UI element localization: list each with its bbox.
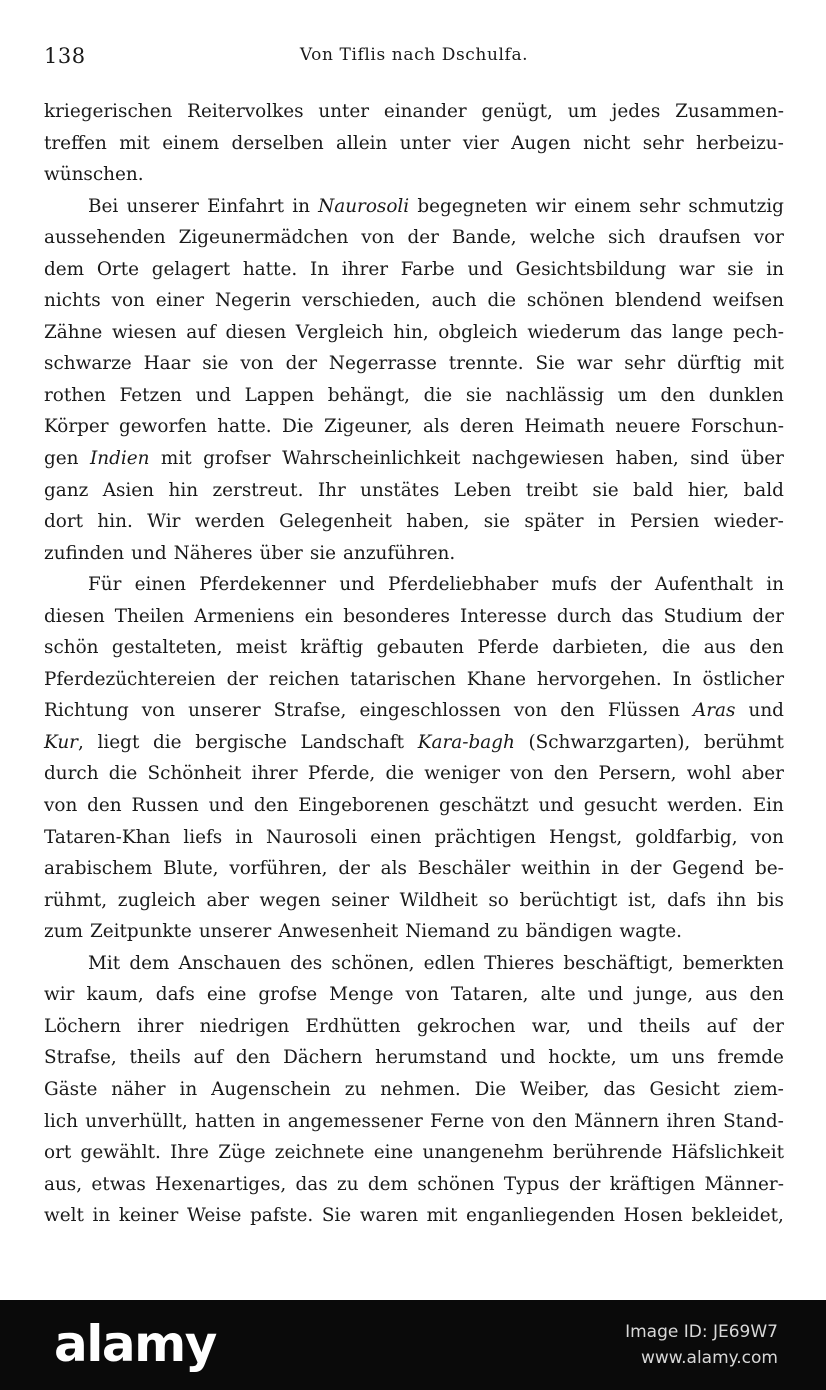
text-line: Pferdezüchtereien der reichen tatarischen Khane hervorgehen. In östlicher xyxy=(44,668,784,690)
text-line: kriegerischen Reitervolkes unter einander genügt, um jedes Zusammen- xyxy=(44,101,784,122)
text-line: wir kaum, dafs eine grofse Menge von Tataren, alte und junge, aus den xyxy=(44,984,784,1006)
watermark-banner xyxy=(0,1300,826,1390)
text-line: aussehenden Zigeunermädchen von der Bande, welche sich draufsen vor xyxy=(44,227,784,249)
text-line: ort gewählt. Ihre Züge zeichnete eine unangenehm berührende Häfslichkeit xyxy=(44,1142,784,1164)
text-line: Zähne wiesen auf diesen Vergleich hin, obgleich wiederum das lange pech- xyxy=(44,321,784,343)
text-line: ganz Asien hin zerstreut. Ihr unstätes Leben treibt sie bald hier, bald xyxy=(44,479,784,501)
text-line: Körper geworfen hatte. Die Zigeuner, als deren Heimath neuere Forschun- xyxy=(44,416,784,438)
text-line: aus, etwas Hexenartiges, das zu dem schönen Typus der kräftigen Männer- xyxy=(44,1173,784,1195)
running-head: Von Tiflis nach Dschulfa. xyxy=(299,45,529,65)
text-line: welt in keiner Weise pafste. Sie waren mit enganliegenden Hosen bekleidet, xyxy=(44,1205,784,1227)
brand-logo: alamy xyxy=(54,1315,216,1373)
text-line: wünschen. xyxy=(44,164,144,186)
text-line: durch die Schönheit ihrer Pferde, die weniger von den Persern, wohl aber xyxy=(44,763,784,785)
text-line: arabischem Blute, vorführen, der als Beschäler weithin in der Gegend be- xyxy=(44,858,784,880)
text-line: Mit dem Anschauen des schönen, edlen Thieres beschäftigt, bemerkten xyxy=(88,952,784,974)
site-url: www.alamy.com xyxy=(640,1348,778,1368)
text-line: gen Indien mit grofser Wahrscheinlichkeit nachgewiesen haben, sind über xyxy=(44,448,784,470)
text-line: Richtung von unserer Strafse, eingeschlossen von den Flüssen Aras und xyxy=(44,700,784,722)
text-line: von den Russen und den Eingeborenen geschätzt und gesucht werden. Ein xyxy=(44,795,784,817)
text-line: Tataren-Khan liefs in Naurosoli einen prächtigen Hengst, goldfarbig, von xyxy=(44,826,784,848)
text-line: dem Orte gelagert hatte. In ihrer Farbe und Gesichtsbildung war sie in xyxy=(44,258,784,280)
text-line: rothen Fetzen und Lappen behängt, die sie nachlässig um den dunklen xyxy=(44,384,784,406)
text-line: Strafse, theils auf den Dächern herumstand und hockte, um uns fremde xyxy=(44,1047,784,1069)
text-line: treffen mit einem derselben allein unter vier Augen nicht sehr herbeizu- xyxy=(44,132,784,154)
text-line: schwarze Haar sie von der Negerrasse trennte. Sie war sehr dürftig mit xyxy=(44,353,784,375)
text-line: diesen Theilen Armeniens ein besonderes Interesse durch das Studium der xyxy=(44,605,784,627)
page-header xyxy=(44,44,784,74)
text-line: lich unverhüllt, hatten in angemessener Ferne von den Männern ihren Stand- xyxy=(44,1110,784,1132)
text-line: schön gestalteten, meist kräftig gebauten Pferde darbieten, die aus den xyxy=(44,637,784,659)
text-line: zufinden und Näheres über sie anzuführen. xyxy=(44,542,456,564)
text-line: Kur, liegt die bergische Landschaft Kara-bagh (Schwarzgarten), berühmt xyxy=(44,731,784,753)
text-line: nichts von einer Negerin verschieden, auch die schönen blendend weifsen xyxy=(44,290,784,312)
text-line: dort hin. Wir werden Gelegenheit haben, sie später in Persien wieder- xyxy=(44,511,784,533)
page-number: 138 xyxy=(44,44,86,68)
text-line: Löchern ihrer niedrigen Erdhütten gekrochen war, und theils auf der xyxy=(44,1015,784,1037)
image-id: Image ID: JE69W7 xyxy=(625,1322,778,1342)
body-text xyxy=(44,96,784,1232)
text-line: Für einen Pferdekenner und Pferdeliebhaber mufs der Aufenthalt in xyxy=(88,574,784,596)
text-line: Bei unserer Einfahrt in Naurosoli begegneten wir einem sehr schmutzig xyxy=(88,195,784,217)
text-line: Gäste näher in Augenschein zu nehmen. Die Weiber, das Gesicht ziem- xyxy=(44,1078,784,1100)
text-line: rühmt, zugleich aber wegen seiner Wildheit so berüchtigt ist, dafs ihn bis xyxy=(44,889,784,911)
text-line: zum Zeitpunkte unserer Anwesenheit Niemand zu bändigen wagte. xyxy=(44,921,683,943)
